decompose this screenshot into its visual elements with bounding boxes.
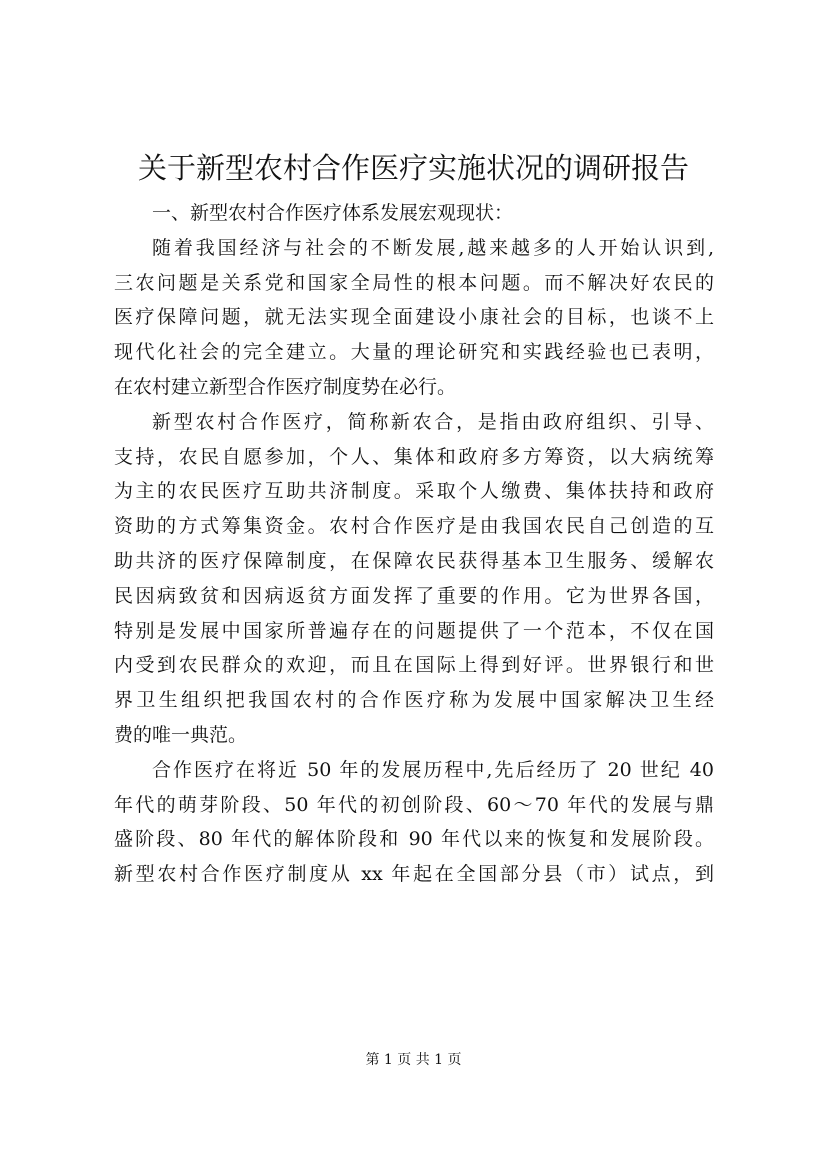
body-text-line: 随着我国经济与社会的不断发展,越来越多的人开始认识到, bbox=[152, 236, 714, 259]
body-text-line: 内受到农民群众的欢迎，而且在国际上得到好评。世界银行和世 bbox=[114, 654, 714, 677]
body-text-line: 在农村建立新型合作医疗制度势在必行。 bbox=[114, 375, 457, 398]
body-text-line: 新型农村合作医疗制度从 xx 年起在全国部分县（市）试点，到 bbox=[114, 863, 714, 886]
document-body bbox=[114, 196, 714, 892]
body-text-line: 界卫生组织把我国农村的合作医疗称为发展中国家解决卫生经 bbox=[114, 689, 714, 712]
body-text-line: 特别是发展中国家所普遍存在的问题提供了一个范本，不仅在国 bbox=[114, 619, 714, 642]
page-footer: 第 1 页 共 1 页 bbox=[365, 1052, 462, 1068]
body-text-line: 现代化社会的完全建立。大量的理论研究和实践经验也已表明， bbox=[114, 341, 714, 364]
body-text-line: 支持，农民自愿参加，个人、集体和政府多方筹资，以大病统筹 bbox=[114, 445, 714, 468]
body-text-line: 一、新型农村合作医疗体系发展宏观现状： bbox=[152, 202, 514, 224]
body-text-line: 合作医疗在将近 50 年的发展历程中,先后经历了 20 世纪 40 bbox=[152, 758, 714, 781]
body-text-line: 助共济的医疗保障制度，在保障农民获得基本卫生服务、缓解农 bbox=[114, 549, 714, 572]
body-text-line: 盛阶段、80 年代的解体阶段和 90 年代以来的恢复和发展阶段。 bbox=[114, 828, 714, 851]
body-text-line: 资助的方式筹集资金。农村合作医疗是由我国农民自己创造的互 bbox=[114, 515, 714, 538]
document-title: 关于新型农村合作医疗实施状况的调研报告 bbox=[137, 151, 689, 185]
body-text-line: 年代的萌芽阶段、50 年代的初创阶段、60～70 年代的发展与鼎 bbox=[114, 793, 714, 816]
body-text-line: 医疗保障问题，就无法实现全面建设小康社会的目标，也谈不上 bbox=[114, 306, 714, 329]
body-text-line: 费的唯一典范。 bbox=[114, 723, 248, 746]
body-text-line: 为主的农民医疗互助共济制度。采取个人缴费、集体扶持和政府 bbox=[114, 480, 714, 503]
body-text-line: 新型农村合作医疗，简称新农合，是指由政府组织、引导、 bbox=[152, 410, 714, 433]
body-text-line: 民因病致贫和因病返贫方面发挥了重要的作用。它为世界各国， bbox=[114, 584, 714, 607]
body-text-line: 三农问题是关系党和国家全局性的根本问题。而不解决好农民的 bbox=[114, 271, 714, 294]
